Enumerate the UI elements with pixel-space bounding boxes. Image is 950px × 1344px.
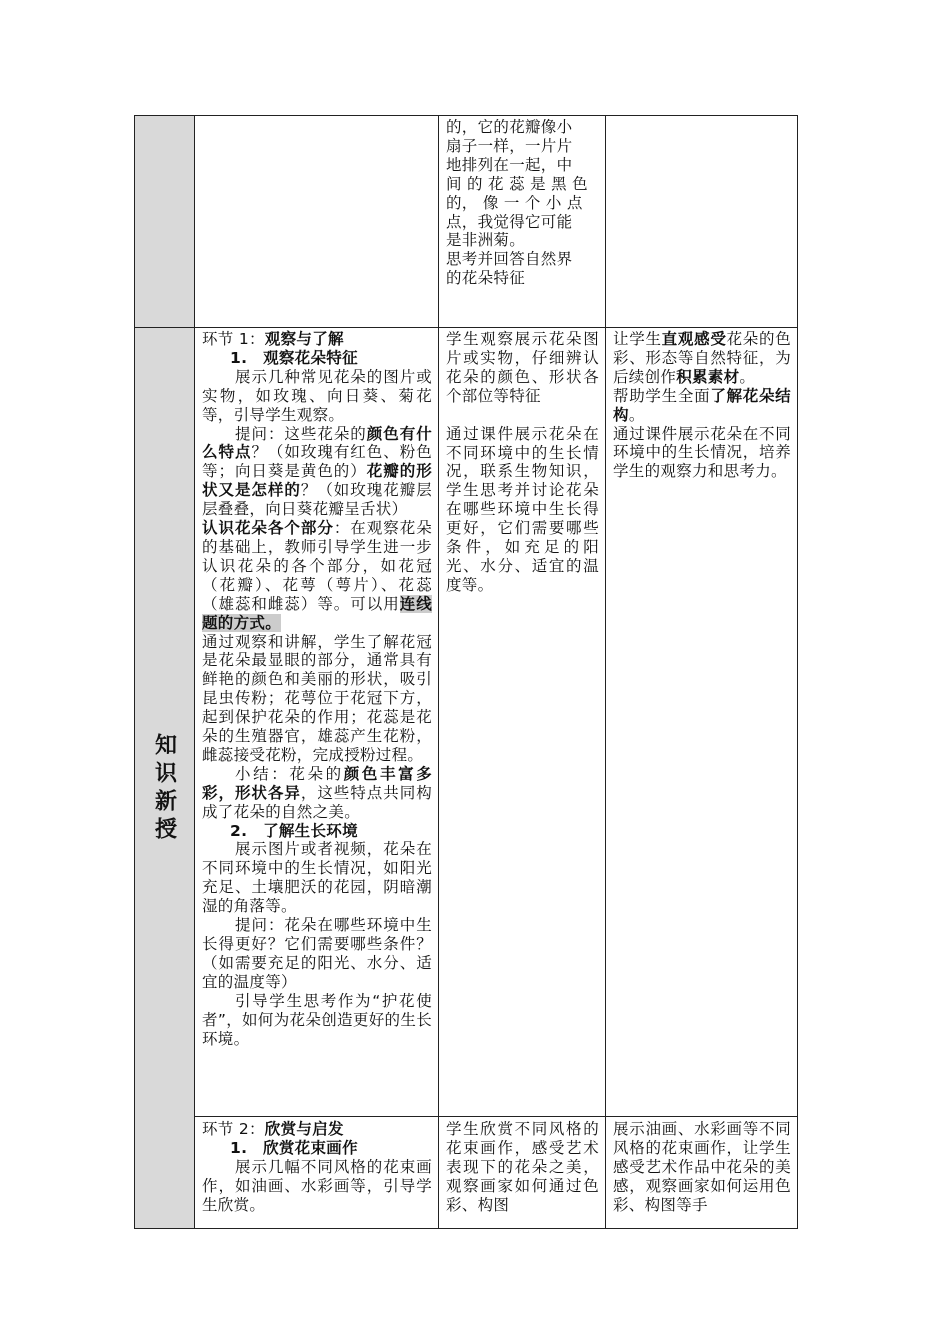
section-2-heading [202, 1120, 432, 1139]
table-border-left [134, 115, 135, 1229]
text-run: 提问：这些花朵的 [235, 424, 367, 443]
section-prefix: 环节 2： [202, 1120, 265, 1138]
stage-column [135, 115, 194, 1228]
text-run: 让学生 [613, 330, 662, 348]
table-border-top [134, 115, 798, 116]
stage-label: 知识新授 [151, 733, 177, 845]
row0-student-line: 地排列在一起，中 [446, 155, 573, 174]
intent-paragraph [613, 387, 791, 425]
text-run: ？（如玫瑰有红色、粉色等；向日葵是黄色的） [202, 443, 432, 481]
row1-teacher-cell [202, 330, 432, 1048]
row0-student-line: 点，我觉得它可能 [446, 212, 573, 231]
row0-student-line: 思考并回答自然界 [446, 250, 573, 269]
bold-run: 认识花朵各个部分 [202, 519, 334, 538]
intent-paragraph [613, 330, 791, 387]
teacher-paragraph: 展示图片或者视频，花朵在不同环境中的生长情况，如阳光充足、土壤肥沃的花园，阴暗潮湿的角落等。 [202, 840, 432, 916]
text-run: ：在观察花朵的基础上，教师引导学生进一步认识花朵的各个部分，如花冠（花瓣）、花萼（萼片）、花蕊（雄蕊和雌蕊）等。可以用 [202, 519, 432, 613]
highlighted-run: 连线题的方式。 [202, 594, 432, 632]
text-run: 帮助学生全面 [613, 386, 711, 405]
table-border-stage [194, 115, 195, 1229]
bold-run: 花瓣的形状又是怎样的 [202, 462, 432, 500]
teacher-paragraph: 展示几幅不同风格的花束画作，如油画、水彩画等，引导学生欣赏。 [202, 1157, 432, 1214]
table-border-teacher [438, 115, 439, 1229]
subsection-title: 2. 了解生长环境 [230, 821, 358, 840]
row-divider-2 [194, 1116, 798, 1117]
teacher-question-paragraph [202, 425, 432, 520]
text-run: 小结：花朵的 [235, 764, 344, 783]
section-title: 欣赏与启发 [264, 1120, 344, 1138]
paragraph-gap [446, 406, 599, 425]
student-paragraph: 通过课件展示花朵在不同环境中的生长情况，联系生物知识，学生思考并讨论花朵在哪些环境中生长得更好，它们需要哪些条件，如充足的阳光、水分、适宜的温度等。 [446, 424, 599, 594]
section-prefix: 环节 1： [202, 330, 265, 348]
subsection-title: 1. 观察花朵特征 [230, 348, 358, 367]
teacher-paragraph: 通过观察和讲解，学生了解花冠是花朵最显眼的部分，通常具有鲜艳的颜色和美丽的形状，吸引昆虫传粉；花萼位于花冠下方，起到保护花朵的作用；花蕊是花朵的生殖器官，雄蕊产生花粉，雌蕊接受花粉，完成授粉过程。 [202, 632, 432, 764]
row0-student-line: 间 的 花 蕊 是 黑 色 [446, 174, 588, 193]
row2-intent-cell [613, 1120, 791, 1226]
teacher-paragraph: 提问：花朵在哪些环境中生长得更好？它们需要哪些条件？（如需要充足的阳光、水分、适宜的温度等） [202, 916, 432, 991]
row1-student-cell [446, 330, 599, 595]
row0-student-line: 扇子一样，一片片 [446, 136, 573, 155]
teacher-paragraph: 引导学生思考作为“护花使者”，如何为花朵创造更好的生长环境。 [202, 991, 432, 1048]
student-paragraph: 学生欣赏不同风格的花束画作，感受艺术表现下的花朵之美，观察画家如何通过色彩、构图 [446, 1120, 599, 1214]
row-divider-1 [134, 327, 798, 328]
row1-intent-cell [613, 330, 791, 481]
intent-paragraph: 通过课件展示花朵在不同环境中的生长情况，培养学生的观察力和思考力。 [613, 424, 791, 481]
row2-student-cell [446, 1120, 599, 1226]
table-border-right [797, 115, 798, 1229]
teacher-summary-paragraph [202, 765, 432, 822]
text-run: ，这些特点共同构成了花朵的自然之美。 [202, 783, 432, 821]
row0-student-line: 是非洲菊。 [446, 231, 526, 250]
row0-student-line: 的花朵特征 [446, 269, 526, 288]
section-title: 观察与了解 [264, 330, 344, 348]
text-run: 花朵的色彩、形态等自然特征，为后续创作 [613, 330, 792, 386]
row0-student-line: 的， 像 一 个 小 点 [446, 193, 583, 212]
intent-paragraph: 展示油画、水彩画等不同风格的花束画作，让学生感受艺术作品中花朵的美感，观察画家如何运用色彩、构图等手 [613, 1120, 791, 1214]
table-border-student [605, 115, 606, 1229]
text-run: 。 [739, 367, 756, 386]
teacher-parts-paragraph [202, 519, 432, 632]
text-run: ？（如玫瑰花瓣层层叠叠，向日葵花瓣呈舌状） [202, 481, 432, 519]
subsection-title: 1. 欣赏花束画作 [230, 1138, 358, 1157]
bold-run: 积累素材 [676, 367, 740, 386]
text-run: 。 [628, 405, 645, 424]
row0-student-cell [446, 118, 599, 288]
bold-run: 颜色有什么特点 [202, 424, 432, 462]
student-paragraph: 学生观察展示花朵图片或实物，仔细辨认花朵的颜色、形状各个部位等特征 [446, 330, 599, 405]
section-1-heading [202, 330, 432, 349]
bold-run: 颜色丰富多彩，形状各异 [202, 764, 432, 802]
bold-run: 直观感受 [661, 330, 727, 348]
table-border-bottom [134, 1228, 798, 1229]
teacher-paragraph: 展示几种常见花朵的图片或实物，如玫瑰、向日葵、菊花等，引导学生观察。 [202, 367, 432, 424]
row0-student-line: 的，它的花瓣像小 [446, 118, 573, 136]
bold-run: 了解花朵结构 [613, 386, 791, 424]
row2-teacher-cell [202, 1120, 432, 1215]
